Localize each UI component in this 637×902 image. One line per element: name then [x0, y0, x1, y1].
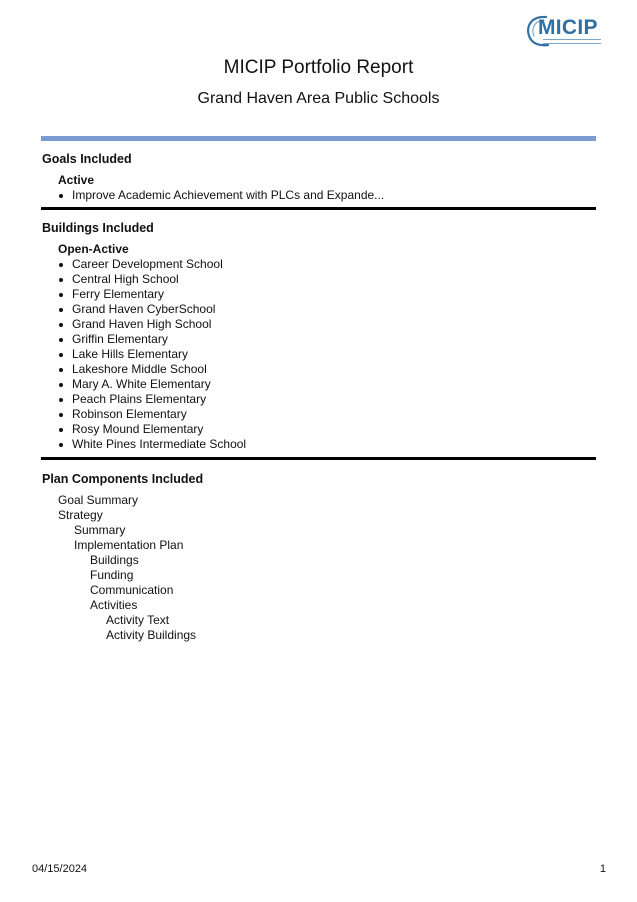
component-item: Communication	[90, 583, 174, 597]
component-item: Activity Text	[106, 613, 170, 627]
component-item: Implementation Plan	[74, 538, 184, 552]
bullet-icon	[59, 383, 63, 387]
bullet-icon	[59, 443, 63, 447]
header-divider	[41, 136, 596, 141]
bullet-icon	[59, 278, 63, 282]
list-item-label: Lakeshore Middle School	[72, 362, 207, 376]
section-divider	[41, 457, 596, 460]
components-heading: Plan Components Included	[42, 472, 204, 486]
list-item	[58, 422, 592, 437]
buildings-heading: Buildings Included	[42, 221, 154, 235]
component-item: Summary	[74, 523, 126, 537]
list-item-label: Grand Haven CyberSchool	[72, 302, 216, 316]
bullet-icon	[59, 428, 63, 432]
bullet-icon	[59, 263, 63, 267]
component-item: Activity Buildings	[106, 628, 197, 642]
buildings-section	[42, 221, 592, 452]
goals-list	[58, 188, 592, 203]
component-item: Activities	[90, 598, 138, 612]
footer-date: 04/15/2024	[32, 863, 88, 875]
bullet-icon	[59, 308, 63, 312]
list-item	[58, 302, 592, 317]
bullet-icon	[59, 368, 63, 372]
page-number: 1	[599, 863, 606, 875]
list-item	[58, 377, 592, 392]
list-item	[58, 257, 592, 272]
list-item	[58, 347, 592, 362]
list-item-label: Griffin Elementary	[72, 332, 168, 346]
logo-tagline-lines	[543, 39, 601, 44]
list-item-label: Grand Haven High School	[72, 317, 212, 331]
bullet-icon	[59, 398, 63, 402]
list-item-label: Central High School	[72, 272, 179, 286]
list-item	[58, 317, 592, 332]
component-item: Strategy	[58, 508, 103, 522]
report-title: MICIP Portfolio Report	[223, 57, 414, 78]
list-item-label: Peach Plains Elementary	[72, 392, 207, 406]
list-item-label: Lake Hills Elementary	[72, 347, 189, 361]
list-item	[58, 362, 592, 377]
component-item: Goal Summary	[58, 493, 139, 507]
component-item: Buildings	[90, 553, 139, 567]
section-divider	[41, 207, 596, 210]
list-item-label: Career Development School	[72, 257, 223, 271]
list-item	[58, 437, 592, 452]
goals-status: Active	[58, 173, 95, 187]
bullet-icon	[59, 353, 63, 357]
bullet-icon	[59, 413, 63, 417]
bullet-icon	[59, 338, 63, 342]
list-item	[58, 392, 592, 407]
district-name: Grand Haven Area Public Schools	[197, 90, 440, 107]
components-section	[42, 472, 592, 643]
buildings-status: Open-Active	[58, 242, 129, 256]
list-item-label: White Pines Intermediate School	[72, 437, 247, 451]
bullet-icon	[59, 293, 63, 297]
goals-section	[42, 152, 592, 203]
bullet-icon	[59, 323, 63, 327]
list-item	[58, 272, 592, 287]
list-item-label: Rosy Mound Elementary	[72, 422, 204, 436]
list-item	[58, 188, 592, 203]
micip-logo	[524, 14, 604, 48]
list-item-label: Robinson Elementary	[72, 407, 187, 421]
buildings-list	[58, 257, 592, 452]
list-item-label: Ferry Elementary	[72, 287, 165, 301]
bullet-icon	[59, 194, 63, 198]
list-item	[58, 407, 592, 422]
list-item-label: Mary A. White Elementary	[72, 377, 211, 391]
logo-text: MICIP	[538, 16, 598, 39]
list-item	[58, 332, 592, 347]
list-item	[58, 287, 592, 302]
list-item-label: Improve Academic Achievement with PLCs and Expande...	[72, 188, 385, 202]
component-item: Funding	[90, 568, 134, 582]
goals-heading: Goals Included	[42, 152, 132, 166]
components-tree	[42, 493, 592, 643]
